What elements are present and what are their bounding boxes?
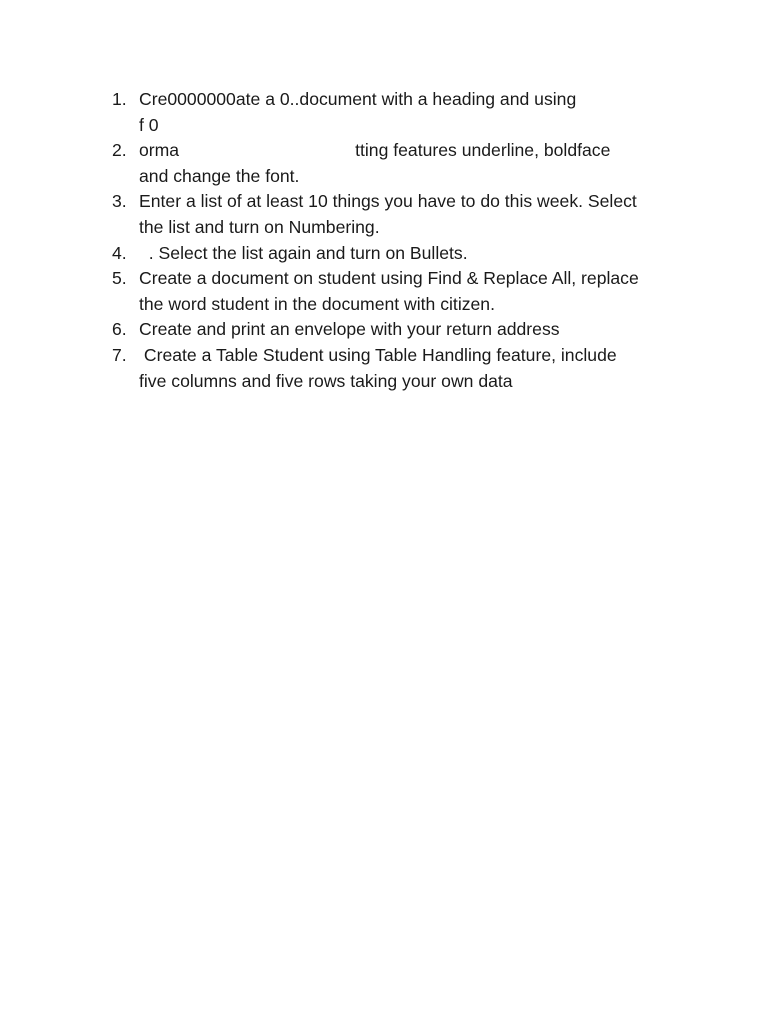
text-line: Create and print an envelope with your return address — [139, 319, 560, 340]
text-line: Cre0000000ate a 0..document with a heading and using — [139, 89, 577, 109]
text-line: and change the font. — [139, 165, 300, 186]
list-item-1 — [112, 87, 682, 138]
list-item-5 — [112, 266, 682, 317]
list-number: 6. — [112, 319, 127, 340]
text-line: Enter a list of at least 10 things you have to do this week. Select — [139, 191, 637, 212]
text-line: Create a Table Student using Table Handling feature, include — [139, 344, 617, 365]
list-number: 3. — [112, 191, 127, 212]
text-line: the list and turn on Numbering. — [139, 216, 380, 237]
list-number: 7. — [112, 344, 127, 365]
list-item-text — [139, 343, 682, 394]
list-item-2 — [112, 138, 682, 189]
text-line: Create a document on student using Find & Replace All, replace — [139, 268, 639, 289]
text-line: . Select the list again and turn on Bullets. — [139, 242, 468, 263]
list-item-text — [139, 266, 682, 317]
instruction-list — [112, 87, 682, 394]
text-fragment: tting features underline, boldface — [355, 140, 611, 161]
text-line — [139, 138, 682, 164]
text-line: the word student in the document with citizen. — [139, 293, 495, 314]
text-line: f 0 — [139, 114, 159, 135]
list-item-text — [139, 87, 682, 138]
text-fragment: orma — [139, 140, 180, 161]
list-number: 2. — [112, 140, 127, 161]
list-item-text — [139, 138, 682, 189]
list-item-7 — [112, 343, 682, 394]
list-number: 4. — [112, 242, 127, 263]
text-line: five columns and five rows taking your own data — [139, 370, 513, 391]
list-item-6 — [112, 317, 682, 343]
list-item-4 — [112, 241, 682, 267]
list-item-text — [139, 189, 682, 240]
list-item-3 — [112, 189, 682, 240]
list-item-text — [139, 317, 682, 343]
list-number: 5. — [112, 268, 127, 289]
list-number: 1. — [112, 89, 127, 109]
list-item-text — [139, 241, 682, 267]
